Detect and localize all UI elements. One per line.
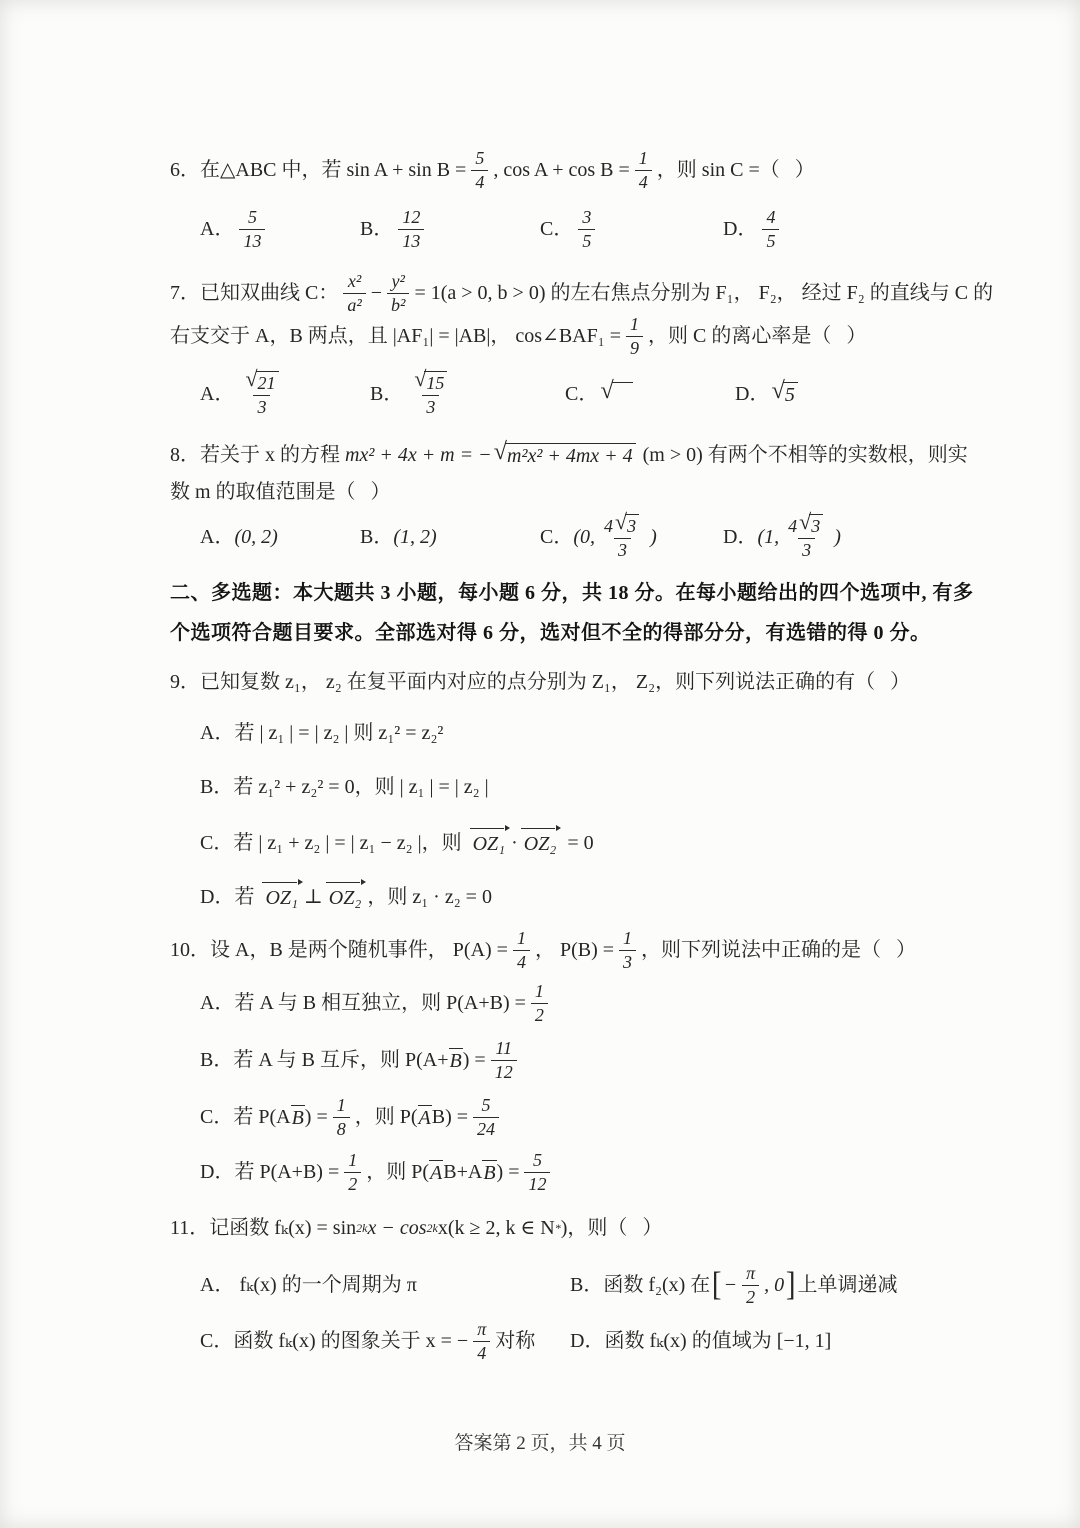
q8-option-b: B． (1, 2)	[360, 525, 437, 548]
q7-option-a: A． √ 21 3	[200, 364, 290, 424]
q6-text: 6．在△ABC 中，若 sin A + sin B =	[170, 158, 467, 181]
fraction: 4 √ 3 3	[784, 514, 829, 560]
fraction: $\frac{1}{3}$	[619, 928, 636, 972]
q11-option-c: C．函数 fₖ(x) 的图象关于 x = − $\frac{\pi}{4}$ 对称	[200, 1318, 536, 1363]
question-8-options	[170, 505, 930, 569]
fraction: $\frac{1}{2}$	[531, 981, 548, 1025]
vector-oz2: OZ₂	[521, 829, 560, 857]
question-7-stem-line2: 右支交于 A，B 两点，且 |AF₁| = |AB|， cos∠BAF₁ = $\frac{1}{9}$ ，则 C 的离心率是（ ）	[170, 313, 867, 358]
q9-option-c: C．若 | z₁ + z₂ | = | z₁ − z₂ |，则 OZ₁ · OZ₂ = 0	[200, 821, 594, 865]
fraction: $\frac{1}{2}$	[344, 1150, 361, 1194]
question-10-stem: 10．设 A，B 是两个随机事件， P(A) = $\frac{1}{4}$ ， P(B) = $\frac{1}{3}$ ，则下列说法中正确的是（ ）	[170, 927, 917, 972]
radical-icon: √	[493, 437, 508, 465]
fraction: $\frac{12}{13}$	[398, 207, 424, 251]
fraction: $\frac{4}{5}$	[762, 207, 779, 251]
fraction: $\frac{1}{4}$	[635, 148, 652, 192]
q10-option-b: B．若 A 与 B 互斥，则 P(A+ B ) = $\frac{11}{12}$	[200, 1032, 522, 1088]
q7-option-c: C． √	[565, 364, 635, 424]
question-7-stem-line1: 7．已知双曲线 C： $\frac{\text{x²}}{\text{a²}}$ − $\frac{\text{y²}}{\text{b²}}$ = 1(a > 0, b > 0) 的左右焦点分别为 F₁， F₂， 经过 F₂ 的直线与 C 的	[170, 270, 994, 315]
fraction: $\frac{1}{4}$	[513, 928, 530, 972]
q8-option-c: C． (0, 4 √ 3 3 )	[540, 508, 657, 560]
question-8-stem-line2: 数 m 的取值范围是（ ）	[170, 480, 391, 503]
q10-option-a: A．若 A 与 B 相互独立，则 P(A+B) = $\frac{1}{2}$	[200, 975, 553, 1031]
sqrt: √ 5	[771, 382, 797, 407]
q11-option-b: B．函数 f₂(x) 在 [ − $\frac{\pi}{2}$ , 0 ] 上单调递减	[570, 1262, 898, 1307]
section-2-header-line2: 个选项符合题目要求。全部选对得 6 分，选对但不全的得部分分，有选错的得 0 分。	[170, 621, 931, 644]
exponent: 2k	[426, 1220, 438, 1235]
question-9-stem: 9．已知复数 z₁， z₂ 在复平面内对应的点分别为 Z₁， Z₂，则下列说法正确的有（ ）	[170, 670, 911, 693]
question-6-stem: 6．在△ABC 中，若 sin A + sin B = $\frac{5}{4}$ , cos A + cos B = $\frac{1}{4}$ ，则 sin C =（ ）	[170, 147, 815, 192]
question-11-options-row1	[170, 1255, 950, 1315]
fraction: $\frac{\text{x²}}{\text{a²}}$	[343, 271, 365, 315]
q6-option-d: D． $\frac{4}{5}$	[723, 201, 784, 257]
q6-option-c: C． $\frac{3}{5}$	[540, 201, 600, 257]
q9-option-d: D．若 OZ₁ ⊥ OZ₂ ，则 z₁ · z₂ = 0	[200, 875, 492, 919]
fraction: $\frac{11}{12}$	[491, 1038, 517, 1082]
q10-option-c: C．若 P(A B ) = $\frac{1}{8}$ ，则 P( A B) = $\frac{5}{24}$	[200, 1089, 504, 1145]
overline-b: B	[483, 1162, 496, 1184]
page-footer: 答案第 2 页，共 4 页	[454, 1433, 626, 1454]
question-6-options	[170, 201, 930, 257]
fraction: $\frac{5}{12}$	[524, 1150, 550, 1194]
sqrt: √ 15	[414, 371, 447, 394]
fraction: $\frac{\pi}{2}$	[742, 1263, 759, 1307]
exponent: *	[554, 1220, 561, 1235]
question-11-options-row2	[170, 1313, 950, 1369]
q7-option-b: B． √ 15 3	[370, 364, 458, 424]
radical-icon: √	[771, 376, 785, 404]
radical-icon: √	[414, 365, 427, 391]
fraction: √ 15 3	[408, 371, 453, 417]
vector-oz1: OZ₁	[262, 883, 301, 911]
sqrt: √ 21	[245, 371, 278, 394]
radical-icon: √	[600, 376, 614, 404]
overline-b: B	[449, 1050, 462, 1072]
radical-icon: √	[615, 508, 628, 534]
radical-icon: √	[799, 508, 812, 534]
q8-equation: mx² + 4x + m = −	[345, 443, 492, 466]
question-8-stem-line1: 8．若关于 x 的方程 mx² + 4x + m = − √ m²x² + 4mx + 4 (m > 0) 有两个不相等的实数根，则实	[170, 437, 968, 467]
q8-option-a: A． (0, 2)	[200, 525, 278, 548]
right-bracket: ]	[786, 1266, 796, 1303]
sqrt: √ 3	[615, 514, 639, 537]
radical-icon: √	[245, 365, 258, 391]
q6-option-b: B． $\frac{12}{13}$	[360, 201, 429, 257]
fraction: $\frac{5}{4}$	[471, 148, 488, 192]
section-2-header-line1: 二、多选题：本大题共 3 小题，每小题 6 分，共 18 分。在每小题给出的四个选项中, 有多	[170, 581, 974, 604]
fraction: $\frac{1}{8}$	[333, 1095, 350, 1139]
exponent: 2k	[356, 1220, 368, 1235]
q10-option-d: D．若 P(A+B) = $\frac{1}{2}$ ，则 P( A B+A B ) = $\frac{5}{12}$	[200, 1144, 555, 1200]
question-11-stem: 11．记函数 fₖ(x) = sin 2k x − cos 2k x(k ≥ 2, k ∈ N * )，则（ ）	[170, 1216, 663, 1239]
q7-option-d: D． √ 5	[735, 364, 800, 424]
q6-option-a: A． $\frac{5}{13}$	[200, 201, 270, 257]
overline-b: B	[291, 1107, 304, 1129]
q11-option-d: D．函数 fₖ(x) 的值域为 [−1, 1]	[570, 1329, 832, 1352]
fraction: $\frac{3}{5}$	[578, 207, 595, 251]
sqrt: √ 3	[799, 514, 823, 537]
fraction: $\frac{5}{24}$	[473, 1095, 499, 1139]
vector-oz2: OZ₂	[326, 883, 365, 911]
fraction: $\frac{5}{13}$	[239, 207, 265, 251]
fraction: 4 √ 3 3	[600, 514, 645, 560]
vector-oz1: OZ₁	[470, 829, 509, 857]
fraction: √ 21 3	[239, 371, 284, 417]
q11-option-a: A． fₖ(x) 的一个周期为 π	[200, 1273, 417, 1296]
left-bracket: [	[712, 1266, 722, 1303]
q9-option-b: B．若 z₁² + z₂² = 0，则 | z₁ | = | z₂ |	[200, 775, 489, 798]
sqrt	[600, 376, 632, 406]
question-7-options	[170, 364, 930, 424]
q9-option-a: A．若 | z₁ | = | z₂ | 则 z₁² = z₂²	[200, 721, 444, 744]
fraction: $\frac{\pi}{4}$	[473, 1319, 490, 1363]
overline-a: A	[430, 1162, 443, 1184]
sqrt: √ m²x² + 4mx + 4	[494, 443, 636, 468]
q8-option-d: D． (1, 4 √ 3 3 )	[723, 508, 841, 560]
overline-a: A	[418, 1107, 431, 1129]
fraction: $\frac{\text{y²}}{\text{b²}}$	[387, 271, 409, 315]
fraction: $\frac{1}{9}$	[626, 314, 643, 358]
